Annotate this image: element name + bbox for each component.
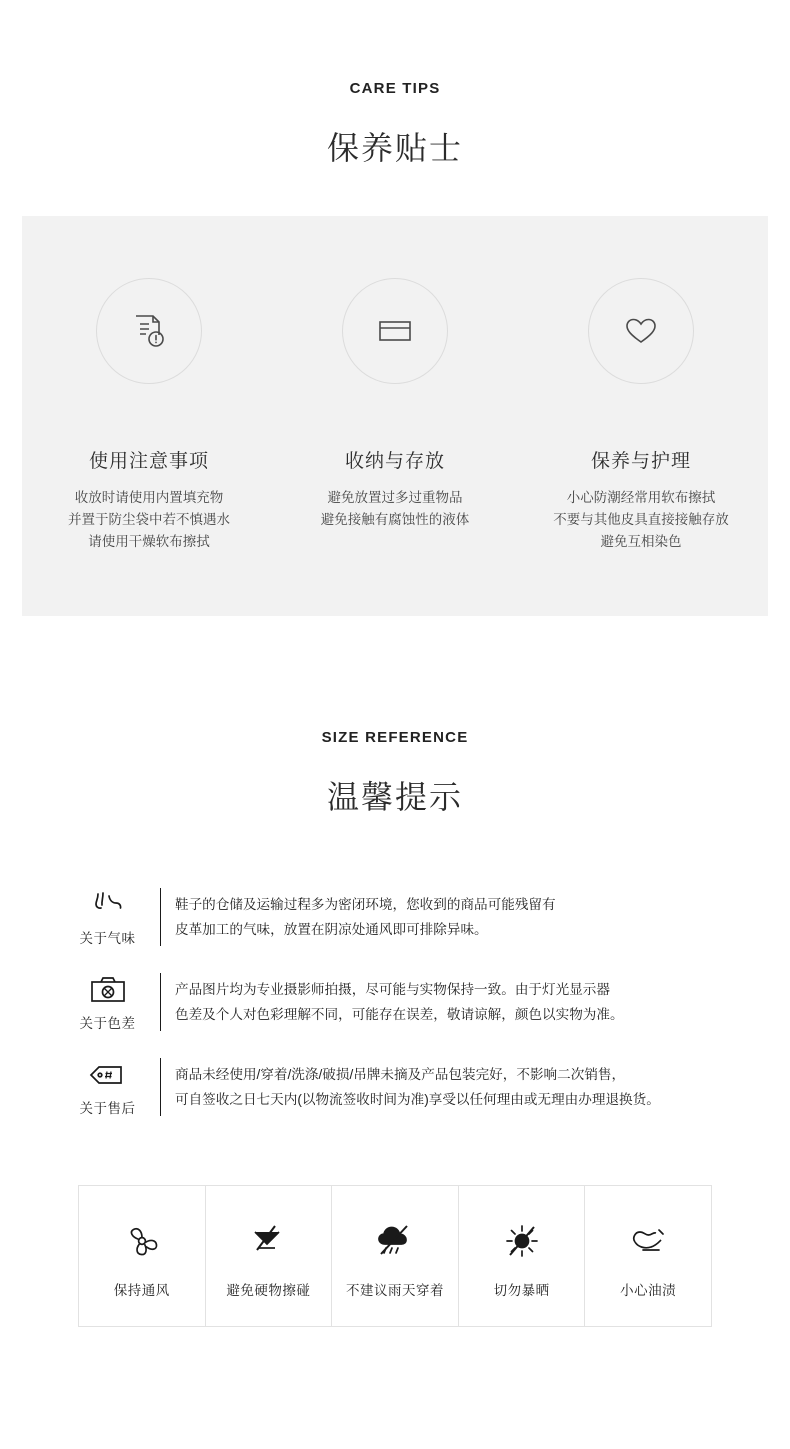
note-text-line: 色差及个人对色彩理解不同，可能存在误差，敬请谅解，颜色以实物为准。	[175, 1007, 624, 1022]
note-icon-wrap	[55, 973, 160, 1032]
size-reference-title: 温馨提示	[326, 779, 463, 815]
care-text-line: 并置于防尘袋中若不慎遇水	[68, 512, 230, 527]
care-text-line: 收放时请使用内置填充物	[74, 490, 224, 505]
note-text-line: 皮革加工的气味，放置在阴凉处通风即可排除异味。	[175, 922, 488, 937]
note-row	[55, 888, 735, 947]
grid-cell-no-sun	[459, 1186, 586, 1326]
note-text	[160, 888, 735, 946]
no-hard-object-icon	[245, 1213, 291, 1269]
care-tips-eyebrow: CARE TIPS	[349, 80, 441, 97]
notes-list	[55, 888, 735, 1117]
care-column-title: 保养与护理	[590, 451, 691, 472]
grid-cell-no-hard-object	[206, 1186, 333, 1326]
care-column-storage	[272, 278, 518, 531]
care-tips-title: 保养贴士	[326, 130, 463, 166]
camera-icon	[55, 973, 160, 1007]
care-column-usage	[26, 278, 272, 553]
care-column-title: 使用注意事项	[88, 451, 209, 472]
care-tips-header	[0, 0, 790, 169]
care-text-line: 避免互相染色	[600, 534, 682, 549]
grid-cell-ventilation	[79, 1186, 206, 1326]
care-column-maintenance	[518, 278, 764, 553]
note-icon-wrap	[55, 1058, 160, 1117]
box-storage-icon	[342, 278, 448, 384]
grid-cell-label: 小心油渍	[620, 1283, 677, 1298]
no-rain-icon	[371, 1213, 419, 1269]
note-text-line: 鞋子的仓储及运输过程多为密闭环境，您收到的商品可能残留有	[175, 897, 556, 912]
note-text-line: 产品图片均为专业摄影师拍摄，尽可能与实物保持一致。由于灯光显示器	[175, 982, 610, 997]
no-sun-icon	[499, 1213, 545, 1269]
document-alert-icon	[96, 278, 202, 384]
care-symbol-grid	[78, 1185, 712, 1327]
grid-cell-label: 不建议雨天穿着	[345, 1283, 444, 1298]
heart-icon	[588, 278, 694, 384]
note-caption: 关于气味	[79, 931, 136, 946]
nose-smell-icon	[55, 888, 160, 922]
grid-cell-label: 保持通风	[113, 1283, 170, 1298]
note-text-line: 商品未经使用/穿着/洗涤/破损/吊牌未摘及产品包装完好，不影响二次销售，	[175, 1067, 626, 1082]
note-row	[55, 1058, 735, 1117]
tag-icon	[55, 1058, 160, 1092]
grid-cell-oil-stain	[585, 1186, 711, 1326]
care-text-line: 请使用干燥软布擦拭	[88, 534, 210, 549]
grid-cell-label: 避免硬物擦碰	[226, 1283, 311, 1298]
note-text	[160, 1058, 735, 1116]
note-caption: 关于色差	[79, 1016, 136, 1031]
care-tips-panel	[22, 216, 768, 616]
note-text	[160, 973, 735, 1031]
care-text-line: 避免放置过多过重物品	[327, 490, 463, 505]
grid-cell-label: 切勿暴晒	[493, 1283, 550, 1298]
note-text-line: 可自签收之日七天内(以物流签收时间为准)享受以任何理由或无理由办理退换货。	[175, 1092, 660, 1107]
note-icon-wrap	[55, 888, 160, 947]
care-text-line: 避免接触有腐蚀性的液体	[320, 512, 470, 527]
care-column-text	[26, 487, 272, 553]
care-text-line: 不要与其他皮具直接接触存放	[553, 512, 729, 527]
oil-stain-icon	[623, 1213, 673, 1269]
ventilation-fan-icon	[119, 1213, 165, 1269]
size-reference-header	[0, 616, 790, 818]
care-text-line: 小心防潮经常用软布擦拭	[566, 490, 716, 505]
note-row	[55, 973, 735, 1032]
size-reference-eyebrow: SIZE REFERENCE	[321, 729, 469, 746]
care-column-title: 收纳与存放	[344, 451, 445, 472]
grid-cell-no-rain	[332, 1186, 459, 1326]
care-column-text	[272, 487, 518, 531]
note-caption: 关于售后	[79, 1101, 136, 1116]
care-column-text	[518, 487, 764, 553]
